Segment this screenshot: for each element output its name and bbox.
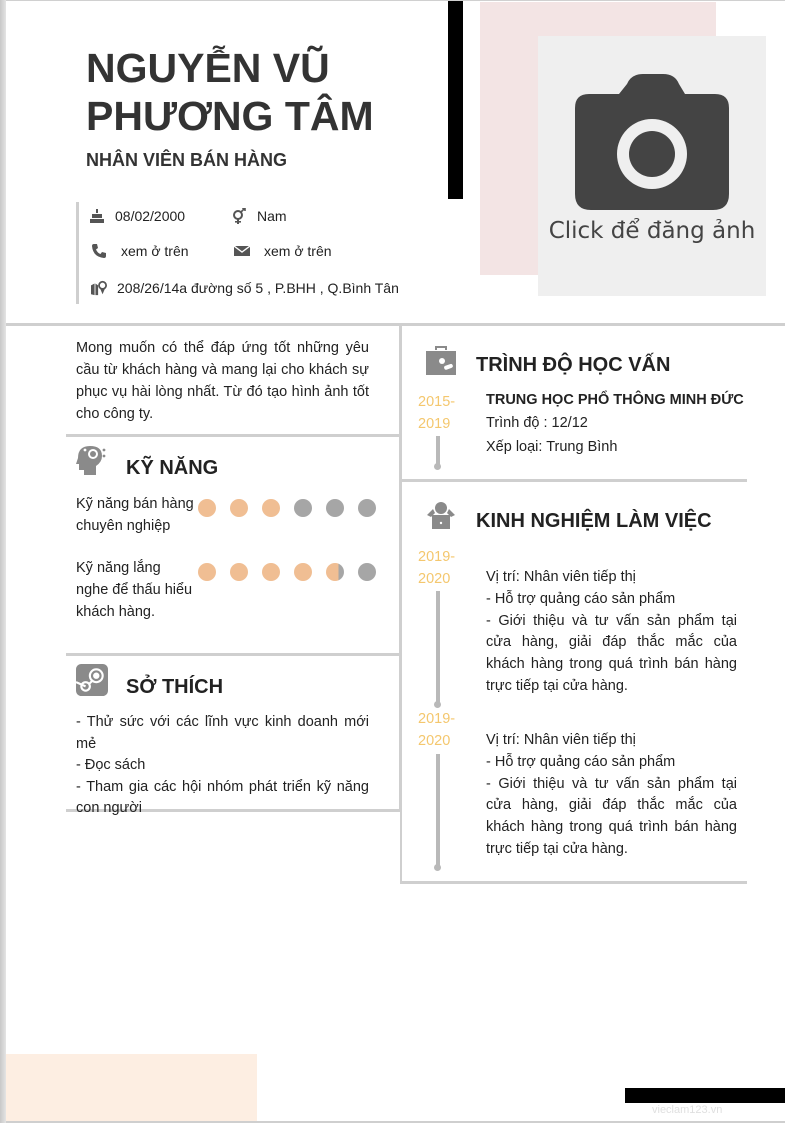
address-value: 208/26/14a đường số 5 , P.BHH , Q.Bình Tân <box>117 280 399 296</box>
name-line-1: NGUYỄN VŨ <box>86 45 330 91</box>
year-end: 2020 <box>418 571 451 587</box>
page-edge-shadow <box>0 0 6 1123</box>
watermark: vieclam123.vn <box>652 1104 723 1116</box>
skill-label[interactable]: Kỹ năng bán hàng chuyên nghiệp <box>76 496 194 534</box>
photo-upload-button[interactable] <box>538 36 766 296</box>
hobby-item: - Thử sức với các lĩnh vực kinh doanh mới mẻ <box>76 714 369 752</box>
timeline-line <box>436 436 440 464</box>
job-duty: - Hỗ trợ quảng cáo sản phẩm <box>486 590 676 607</box>
gender-value: Nam <box>257 208 287 224</box>
timeline-dot <box>434 463 441 470</box>
job-position: Vị trí: Nhân viên tiếp thị <box>486 732 636 748</box>
map-pin-icon <box>91 280 107 296</box>
job-title[interactable]: NHÂN VIÊN BÁN HÀNG <box>86 150 288 170</box>
phone-icon <box>91 243 107 259</box>
experience-divider <box>401 881 747 884</box>
cake-icon <box>89 208 105 224</box>
skill-rating <box>198 563 376 581</box>
rating-dot-filled <box>262 563 280 581</box>
gender-icon <box>231 208 247 224</box>
timeline-dot <box>434 701 441 708</box>
envelope-icon <box>234 243 250 259</box>
photo-upload-label: Click để đăng ảnh <box>548 218 756 244</box>
education-level[interactable]: Trình độ : 12/12 <box>486 415 588 431</box>
rating-dot-empty <box>326 499 344 517</box>
decorative-black-bar <box>448 1 463 199</box>
timeline-line <box>436 754 440 866</box>
experience-entry[interactable] <box>486 567 737 698</box>
education-divider <box>401 479 747 482</box>
rating-dot-partial <box>326 563 344 581</box>
rating-dot-empty <box>358 499 376 517</box>
education-title: TRÌNH ĐỘ HỌC VẤN <box>476 354 671 376</box>
hobbies-list[interactable] <box>76 712 369 820</box>
experience-year <box>418 708 458 752</box>
briefcase-icon <box>425 346 457 376</box>
education-year <box>418 391 458 435</box>
skill-rating <box>198 499 376 517</box>
steam-icon <box>76 664 108 696</box>
head-lightbulb-icon <box>76 444 108 476</box>
address-field[interactable] <box>91 280 399 296</box>
year-end: 2019 <box>418 416 451 432</box>
skill-label[interactable]: Kỹ năng lắng nghe để thấu hiểu khách hàng. <box>76 560 193 620</box>
career-objective[interactable]: Mong muốn có thể đáp ứng tốt những yêu cầu từ khách hàng và mang lại cho khách sự phục vụ hài lòng nhất. Từ đó tạo hình ảnh tốt cho công ty. <box>76 340 369 422</box>
email-field[interactable] <box>234 243 332 259</box>
hobby-item: - Đọc sách <box>76 757 146 773</box>
job-duty: - Giới thiệu và tư vấn sản phẩm tại cửa hàng, giải đáp thắc mắc của khách hàng trong quá trình bán hàng trực tiếp tại cửa hàng. <box>486 612 737 694</box>
hobbies-title: SỞ THÍCH <box>126 676 224 698</box>
education-grade[interactable]: Xếp loại: Trung Bình <box>486 439 618 455</box>
rating-dot-filled <box>230 563 248 581</box>
phone-value: xem ở trên <box>121 243 189 259</box>
hobby-item: - Tham gia các hội nhóm phát triển kỹ năng con người <box>76 778 369 816</box>
rating-dot-empty <box>358 563 376 581</box>
name-line-2: PHƯƠNG TÂM <box>86 93 374 139</box>
candidate-name[interactable] <box>86 44 374 140</box>
year-start: 2015- <box>418 394 456 410</box>
experience-title: KINH NGHIỆM LÀM VIỆC <box>476 510 712 532</box>
rating-dot-filled <box>198 499 216 517</box>
year-start: 2019- <box>418 711 456 727</box>
skills-title: KỸ NĂNG <box>126 457 219 479</box>
rating-dot-filled <box>294 563 312 581</box>
job-duty: - Hỗ trợ quảng cáo sản phẩm <box>486 753 676 770</box>
rating-dot-filled <box>230 499 248 517</box>
experience-year <box>418 546 458 590</box>
gender-field[interactable] <box>231 208 287 224</box>
birthday-value: 08/02/2000 <box>115 208 186 224</box>
rating-dot-filled <box>198 563 216 581</box>
birthday-field[interactable] <box>89 208 185 224</box>
phone-field[interactable] <box>91 243 189 259</box>
contact-info <box>76 202 416 304</box>
person-laptop-icon <box>425 501 457 531</box>
header-divider <box>6 323 785 326</box>
job-duty: - Giới thiệu và tư vấn sản phẩm tại cửa hàng, giải đáp thắc mắc của khách hàng trong quá trình bán hàng trực tiếp tại cửa hàng. <box>486 775 737 857</box>
page-top-border <box>6 0 785 1</box>
timeline-line <box>436 591 440 703</box>
skills-divider <box>66 653 400 656</box>
decorative-peach-block <box>6 1054 257 1121</box>
decorative-black-bar-bottom <box>625 1088 785 1103</box>
rating-dot-filled <box>262 499 280 517</box>
email-value: xem ở trên <box>264 243 332 259</box>
objective-divider <box>66 434 400 437</box>
experience-entry[interactable] <box>486 730 737 861</box>
school-name[interactable]: TRUNG HỌC PHỔ THÔNG MINH ĐỨC <box>486 392 744 408</box>
job-position: Vị trí: Nhân viên tiếp thị <box>486 569 636 585</box>
timeline-dot <box>434 864 441 871</box>
rating-dot-empty <box>294 499 312 517</box>
column-divider-right <box>400 326 402 884</box>
camera-icon <box>575 74 729 210</box>
year-start: 2019- <box>418 549 456 565</box>
year-end: 2020 <box>418 733 451 749</box>
